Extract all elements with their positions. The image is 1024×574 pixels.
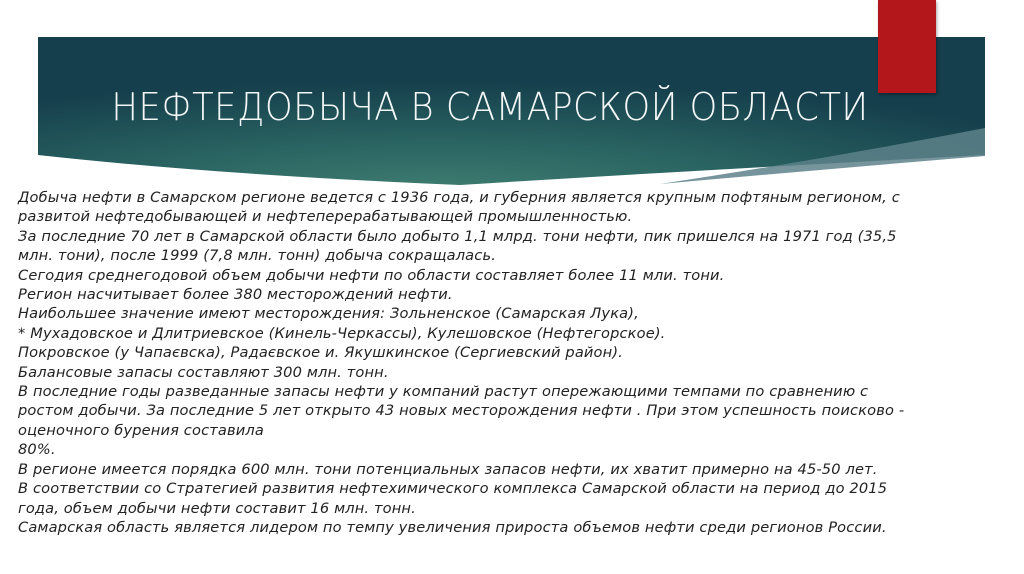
- red-accent-bar: [878, 0, 936, 93]
- body-line: Добыча нефти в Самарском регионе ведется с 1936 года, и губерния является крупным пофтяным регионом, с: [18, 189, 900, 206]
- body-line: Наибольшее значение имеют месторождения: Зольненское (Самарская Лука),: [18, 305, 639, 323]
- body-line: В последние годы разведанные запасы нефти у компаний растут опережающими темпами по сравнению с: [18, 383, 869, 401]
- body-line: Покровское (у Чапаєвска), Радаєвское и. Якушкинское (Сергиевский район).: [18, 344, 623, 362]
- body-line: * Мухадовское и Длитриевское (Кинель-Черкассы), Кулешовское (Нефтегорское).: [18, 324, 666, 342]
- body-line: В регионе имеется порядка 600 млн. тони потенциальных запасов нефти, их хватит примерно на 45-50 лет.: [18, 460, 878, 478]
- body-line: Сегодия среднегодовой объем добычи нефти по области составляет более 11 мли. тони.: [18, 266, 725, 284]
- slide-body: [18, 188, 1018, 537]
- body-line: Регион насчитывает более 380 месторождений нефти.: [18, 286, 453, 304]
- body-line: млн. тони), после 1999 (7,8 млн. тонн) добыча сокращалась.: [18, 247, 496, 265]
- body-line: За последние 70 лет в Самарской области было добыто 1,1 млрд. тони нефти, пик пришелся на 1971 год (35,5: [18, 227, 897, 245]
- body-line: Балансовые запасы составляют 300 млн. тонн.: [18, 363, 389, 381]
- slide-title: НЕФТЕДОБЫЧА В САМАРСКОЙ ОБЛАСТИ: [111, 85, 869, 129]
- body-line: развитой нефтедобывающей и нефтеперерабатывающей промышленностью.: [18, 208, 633, 226]
- body-line: В соответствии со Стратегией развития нефтехимического комплекса Самарской области на период до 2015: [18, 480, 888, 498]
- body-line: 80%.: [18, 441, 56, 459]
- body-line: Самарская область является лидером по темпу увеличения прироста объемов нефти среди регионов России.: [18, 518, 887, 536]
- body-line: года, объем добычи нефти составит 16 млн. тонн.: [18, 499, 416, 517]
- body-line: ростом добычи. За последние 5 лет открыто 43 новых месторождения нефти . При этом успешность поисково -: [18, 402, 905, 420]
- body-line: оценочного бурения составила: [18, 421, 264, 439]
- title-banner: [0, 0, 1024, 200]
